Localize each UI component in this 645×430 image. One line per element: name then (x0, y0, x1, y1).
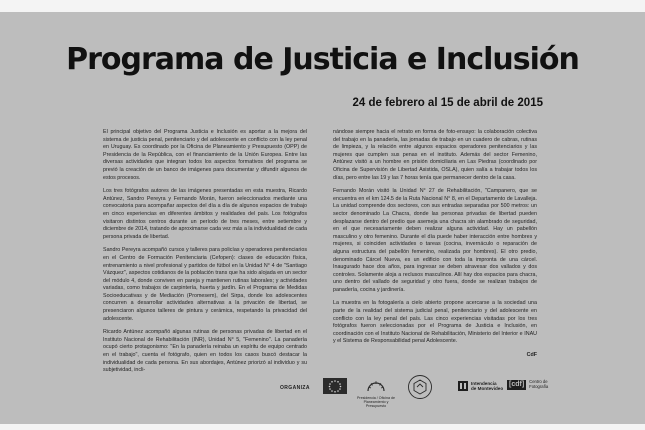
intendencia-logo (458, 381, 503, 391)
bottom-frame (0, 424, 645, 430)
paragraph: Fernando Morán visitó la Unidad N° 27 de Rehabilitación, "Campanero, que se encuentra en el km 124.5 de la Ruta Nacional N° 8, en el Departamento de Lavalleja. La unidad comprende dos sectores, con sus entradas separadas por 500 metros: un sector denominado La Chacra, donde las personas privadas de libertad pueden desplazarse dentro del predio que asemeja una chacra sin alambrado de seguridad, en el que necesariamente deben realizar alguna actividad. Hay un pabellón masculino y otro femenino. Durante el día puede haber interacción entre hombres y mujeres, si coinciden actividades o tareas (cocina, invernáculo o reparación de alguna estructura del pabellón femenino, realizada por hombres). El otro predio, denominado Cárcel Nueva, es un edificio con toda la impronta de una cárcel. Inaugurado hace dos años, para ingresar se deben atravesar dos vallados y dos controles. Solamente aloja a reclusos masculinos. Allí hay dos espacios para chacra, uno dentro del vallado de seguridad y otro fuera, donde se realizan trabajos de panadería, cocina y jardinería. (333, 188, 537, 293)
top-frame (0, 0, 645, 12)
circle-logo (407, 374, 433, 404)
eu-flag-logo (323, 378, 347, 398)
opp-logo-text: Presidencia / Oficina de Planeamiento y Presupuesto (357, 396, 395, 409)
signature: CdF (526, 352, 537, 359)
intendencia-mark-icon (458, 381, 468, 391)
organiza-label: ORGANIZA (280, 385, 310, 391)
sun-emblem-icon (367, 380, 385, 392)
paragraph: Los tres fotógrafos autores de las imágenes presentadas en esta muestra, Ricardo Antúnez, Sandro Pereyra y Fernando Morán, fueron seleccionados mediante una convocatoria para acompañar aspectos del día a día de algunos espacios de trabajo en cinco experiencias en diferentes ámbitos y realidades del país. Los fotógrafos visitaron distintos centros durante un período de tres meses, entre setiembre y diciembre de 2014, tratando de aproximarse cada vez más a la individualidad de cada persona privada de libertad. (103, 188, 307, 240)
cdf-logo (507, 380, 548, 390)
paragraph: La muestra en la fotogalería a cielo abierto propone acercarse a la sociedad una parte de la realidad del sistema judicial penal, penitenciario y del adolescente en conflicto con la ley penal del país. Las cinco experiencias visitadas por los tres fotógrafos fueron seleccionadas por el Programa de Justicia e Inclusión, en coordinación con el Instituto Nacional de Rehabilitación, Ministerio del Interior e INAU y el Sistema de Responsabilidad penal Adolescente. (333, 300, 537, 345)
cdf-text-a: Centro de (529, 379, 548, 385)
text-column-right (333, 129, 537, 366)
page-title: Programa de Justicia e Inclusión (66, 42, 579, 77)
paragraph: El principal objetivo del Programa Justicia e Inclusión es aportar a la mejora del sistema de justicia penal, penitenciario y del adolescente en conflicto con la ley penal en Uruguay. Es coordinado por la Oficina de Planeamiento y Presupuesto (OPP) de Presidencia de la República, con el financiamiento de la Unión Europea. Entre las diversas actividades que integran todos los aspectos formativos del programa se previó la creación de un banco de imágenes para documentar y difundir algunos de estos procesos. (103, 129, 307, 181)
eu-flag-icon (323, 378, 347, 394)
opp-logo (356, 377, 396, 409)
intendencia-text-b: de Montevideo (471, 386, 504, 391)
paragraph: Sandro Pereyra acompañó cursos y talleres para policías y operadores penitenciarios en el Centro de Formación Penitenciaria (Cefopen): clases de educación física, entrenamiento a nivel profesional y partidos de fútbol en la Unidad N° 4 de "Santiago Vázquez", aspectos cotidianos de la población trans que ha sido alojada en un sector del módulo 4, donde conviven en pareja y mantienen rutinas laborales; y actividades variadas, como trabajos de carpintería, huerta y jardín. En el Programa de Medidas Socioeducativas y de Mediación (Promesem), del Sirpa, donde los adolescentes concurren a desarrollar actividades alternativas a la privación de libertad, se presenciaron algunos talleres de pintura y cerámica, respetando la privacidad del adolescente. (103, 247, 307, 322)
intendencia-text-a: Intendencia (471, 381, 497, 386)
paragraph: Ricardo Antúnez acompañó algunas rutinas de personas privadas de libertad en el Instituto Nacional de Rehabilitación (INR), Unidad N° 5, "Femenino". La panadería ocupó cierto protagonismo: "En la panadería reinaba un espíritu de equipo centrado en el trabajo", cuenta el fotógrafo, quien en todos los casos buscó destacar la individualidad de cada persona. En sus abordajes, Antúnez priorizó al individuo y su subjetividad, incli- (103, 329, 307, 374)
exhibition-dates: 24 de febrero al 15 de abril de 2015 (352, 97, 543, 109)
text-column-left (103, 129, 307, 381)
cdf-mark: [cdf] (509, 381, 525, 388)
sponsors-footer (0, 372, 645, 412)
hexagon-circle-icon (407, 374, 433, 400)
paragraph: nándose siempre hacia el retrato en forma de foto-ensayo: la colaboración colectiva del trabajo en la panadería, las jornadas de trabajo en un cuadero de cabras, rutinas de limpieza, y la relación entre algunos espacios operadores penitenciarios y las mujeres que cumplen sus penas en el instituto. Además del sector Femenino, Antúnez visitó a un hombre en prisión domiciliaria en Las Piedras (coordinado por Oficina de Supervisión de Libertad Asistida, OSLA), quien salía a trabajar todos los días, pero entre las 19 y las 7 horas tenía que permanecer dentro de la casa. (333, 129, 537, 181)
cdf-text-b: Fotografía (529, 384, 549, 389)
